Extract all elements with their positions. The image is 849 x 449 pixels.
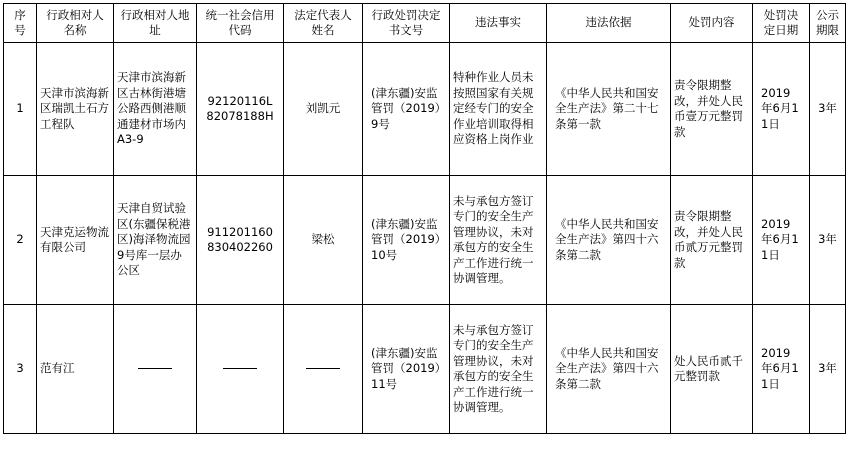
dash-mark (223, 368, 257, 369)
header-no: 序号 (4, 4, 37, 43)
header-doc: 行政处罚决定书文号 (363, 4, 450, 43)
cell-fact: 未与承包方签订专门的安全生产管理协议，未对承包方的安全生产工作进行统一协调管理。 (450, 176, 547, 305)
cell-period: 3年 (810, 43, 846, 176)
cell-doc: (津东疆)安监管罚（2019）10号 (363, 176, 450, 305)
header-rep: 法定代表人姓名 (284, 4, 363, 43)
header-name: 行政相对人名称 (37, 4, 114, 43)
cell-doc: (津东疆)安监管罚（2019）9号 (363, 43, 450, 176)
header-code: 统一社会信用代码 (197, 4, 284, 43)
table-row (4, 176, 846, 305)
cell-basis: 《中华人民共和国安全生产法》第四十六条第二款 (547, 176, 671, 305)
cell-date: 2019年6月11日 (753, 176, 810, 305)
header-period: 公示期限 (810, 4, 846, 43)
cell-period: 3年 (810, 176, 846, 305)
cell-address: 天津市滨海新区古林街港塘公路西侧港顺通建材市场内A3-9 (114, 43, 197, 176)
table-row (4, 305, 846, 434)
cell-no: 1 (4, 43, 37, 176)
cell-basis: 《中华人民共和国安全生产法》第二十七条第一款 (547, 43, 671, 176)
cell-date: 2019年6月11日 (753, 305, 810, 434)
cell-period: 3年 (810, 305, 846, 434)
header-date: 处罚决定日期 (753, 4, 810, 43)
cell-address-empty (114, 305, 197, 434)
header-address: 行政相对人地址 (114, 4, 197, 43)
header-fact: 违法事实 (450, 4, 547, 43)
header-row (4, 4, 846, 43)
cell-penalty: 责令限期整改，并处人民币贰万元整罚款 (671, 176, 753, 305)
dash-mark (138, 368, 172, 369)
cell-rep: 梁松 (284, 176, 363, 305)
table-row (4, 43, 846, 176)
cell-basis: 《中华人民共和国安全生产法》第四十六条第二款 (547, 305, 671, 434)
penalty-table (3, 3, 846, 434)
dash-mark (306, 368, 340, 369)
cell-code-empty (197, 305, 284, 434)
cell-fact: 未与承包方签订专门的安全生产管理协议，未对承包方的安全生产工作进行统一协调管理。 (450, 305, 547, 434)
cell-fact: 特种作业人员未按照国家有关规定经专门的安全作业培训取得相应资格上岗作业 (450, 43, 547, 176)
cell-rep: 刘凯元 (284, 43, 363, 176)
header-penalty: 处罚内容 (671, 4, 753, 43)
cell-no: 3 (4, 305, 37, 434)
cell-name: 天津市滨海新区瑞凯土石方工程队 (37, 43, 114, 176)
cell-rep-empty (284, 305, 363, 434)
cell-no: 2 (4, 176, 37, 305)
cell-name: 范有江 (37, 305, 114, 434)
cell-doc: (津东疆)安监管罚（2019）11号 (363, 305, 450, 434)
cell-penalty: 处人民币贰千元整罚款 (671, 305, 753, 434)
cell-code: 911201160830402260 (197, 176, 284, 305)
cell-date: 2019年6月11日 (753, 43, 810, 176)
cell-address: 天津自贸试验区(东疆保税港区)海泽物流园9号库一层办公区 (114, 176, 197, 305)
header-basis: 违法依据 (547, 4, 671, 43)
cell-name: 天津克运物流有限公司 (37, 176, 114, 305)
cell-penalty: 责令限期整改，并处人民币壹万元整罚款 (671, 43, 753, 176)
cell-code: 92120116L82078188H (197, 43, 284, 176)
